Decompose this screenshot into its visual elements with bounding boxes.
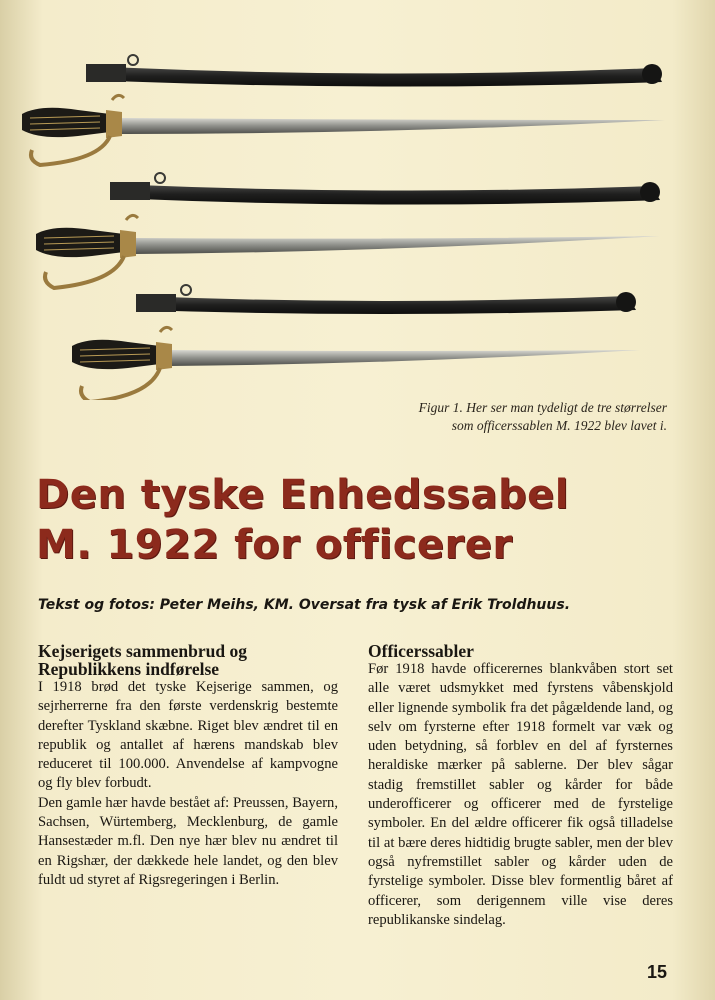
right-paragraph: Før 1918 havde officerernes blankvåben stort set alle været udsmykket med fyrstens våbenskjold eller lignende symbolik fra det pågældende land, og selv om fyrsterne efter 1918 formelt var væk og uden betydning, så forblev en del af fyrsternes heraldiske mærker på sablerne. Der blev sågar stadig fremstillet sabler og kårder for både underofficerer og officerer med de fyrstelige symboler. En del ældre officerer fik også tilladelse til at bære deres hidtidig brugte sabler, men der blev også nyfremstillet sabler og kårder uden de fyrstelige symboler. Disse blev formentlig båret af officerer, som derigennem ville vise deres republikanske sindelag.	[368, 661, 673, 928]
right-heading: Officerssabler	[368, 641, 474, 661]
caption-line-2: som officerssablen M. 1922 blev lavet i.	[451, 418, 667, 433]
left-heading	[38, 642, 338, 678]
scabbard-medium	[110, 173, 660, 205]
sabre-large	[22, 95, 665, 165]
title-line-1: Den tyske Enhedssabel	[36, 472, 569, 518]
sabres-photo	[0, 0, 715, 400]
sabre-small	[72, 327, 640, 400]
left-paragraph-1: I 1918 brød det tyske Kejserige sammen, og sejrherrerne fra den første verdenskrig bestemte derefter Tyskland skæbne. Riget blev ændret til en republik og antallet af hærens mandskab blev reduceret til 100.000. Anvendelse af kampvogne og fly blev forbudt.	[38, 679, 338, 792]
right-column	[368, 642, 673, 930]
figure-caption	[347, 399, 667, 435]
caption-line-1: Figur 1. Her ser man tydeligt de tre størrelser	[418, 400, 667, 415]
page-number: 15	[646, 962, 667, 982]
byline: Tekst og fotos: Peter Meihs, KM. Oversat fra tysk af Erik Troldhuus.	[38, 597, 571, 613]
left-paragraph-2: Den gamle hær havde bestået af: Preussen, Bayern, Sachsen, Würtemberg, Mecklenburg, de gamle Hansestæder m.fl. Den nye hær blev nu ændret til en Rigshær, der dækkede hele landet, og den blev fuldt ud styret af Rigsregeringen i Berlin.	[38, 794, 338, 888]
left-column	[38, 642, 338, 890]
article-title	[36, 470, 696, 570]
title-line-2: M. 1922 for officerer	[36, 522, 513, 568]
left-heading-line-1: Kejserigets sammenbrud og	[38, 641, 248, 661]
sabre-medium	[36, 215, 660, 288]
left-heading-line-2: Republikkens indførelse	[38, 659, 220, 679]
scabbard-small	[136, 285, 636, 314]
scabbard-large	[86, 55, 662, 87]
